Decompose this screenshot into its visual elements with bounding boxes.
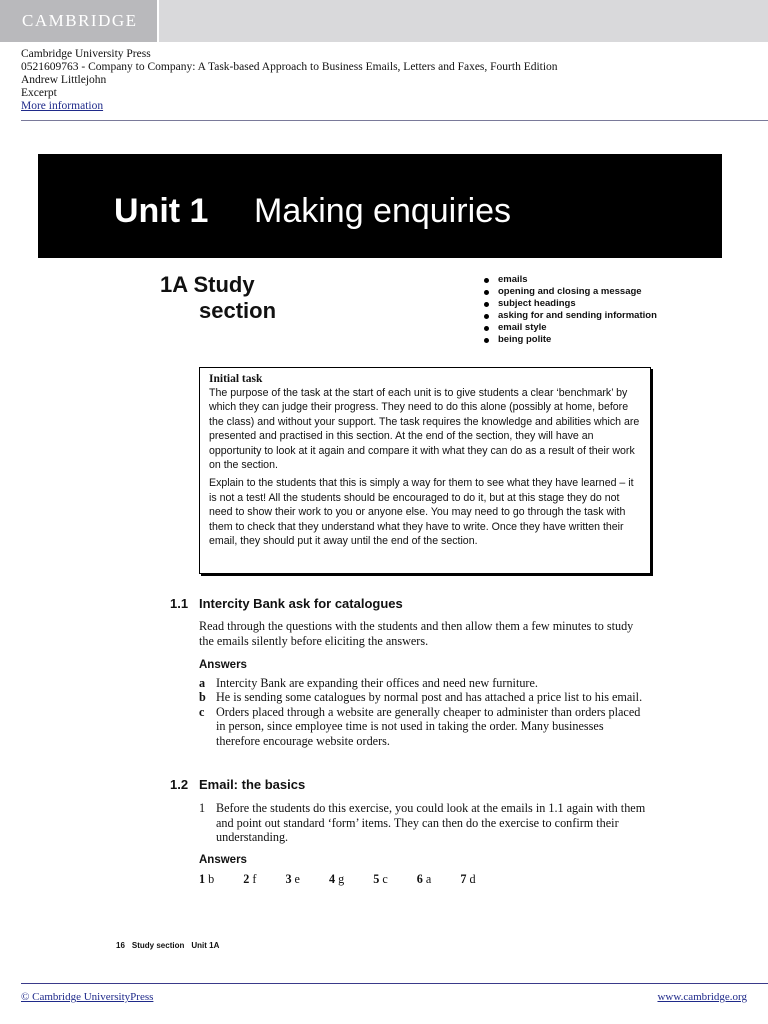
key-item: 3 e xyxy=(285,872,300,886)
exercise-number: 1.1 xyxy=(170,596,189,611)
item-number: 1 xyxy=(199,801,206,815)
item-text: Before the students do this exercise, you could look at the emails in 1.1 again with them and point out standard ‘form’ items. They can then do the exercise to confirm their understanding. xyxy=(216,801,646,844)
answer-text: Orders placed through a website are generally cheaper to administer than orders placed in person, since employee time is not used in taking the order. Many businesses therefore encourage website orders. xyxy=(216,704,641,748)
topic-item: email style xyxy=(484,322,657,334)
exercise-title: Email: the basics xyxy=(199,777,306,792)
initial-task-para: Explain to the students that this is simply a way for them to see what they have learned – it is not a test! All the students should be encouraged to do it, but at this stage they do not need to show their work to you or anyone else. You may need to go through the task with them to check that they understand what they have to write. Once they have written their email, they should put it away until the end of the section. xyxy=(209,477,634,548)
topic-item: emails xyxy=(484,274,657,286)
publisher: Cambridge University Press xyxy=(21,48,151,60)
key-item: 4 g xyxy=(329,872,345,886)
exercise-title: Intercity Bank ask for catalogues xyxy=(199,596,403,611)
folio-section: Study section xyxy=(131,941,185,950)
answers-label: Answers xyxy=(199,854,247,866)
answer-letter: a xyxy=(199,676,206,690)
section-line1: Study xyxy=(193,272,255,297)
key-item: 2 f xyxy=(243,872,257,886)
footer-divider xyxy=(21,983,768,984)
topic-list xyxy=(484,274,657,346)
answer-key xyxy=(199,872,502,887)
page-number: 16 xyxy=(116,941,125,950)
section-heading xyxy=(160,272,360,324)
excerpt-label: Excerpt xyxy=(21,87,57,99)
answer-letter: c xyxy=(199,704,205,719)
answer-item xyxy=(199,690,649,704)
logo-text: CAMBRIDGE xyxy=(22,11,138,30)
cambridge-logo[interactable] xyxy=(0,0,157,42)
answer-text: Intercity Bank are expanding their offices and need new furniture. xyxy=(216,676,538,690)
answer-list xyxy=(199,676,649,748)
more-information-link[interactable]: More information xyxy=(21,100,104,112)
key-item: 5 c xyxy=(373,872,388,886)
exercise-number: 1.2 xyxy=(170,777,189,792)
meta-divider xyxy=(21,120,768,121)
isbn-title: 0521609763 - Company to Company: A Task-based Approach to Business Emails, Letters and Faxes, Fourth Edition xyxy=(21,61,558,73)
topic-item: being polite xyxy=(484,334,657,346)
key-item: 7 d xyxy=(460,872,476,886)
exercise-item xyxy=(199,801,649,845)
page-folio xyxy=(116,941,226,950)
answer-letter: b xyxy=(199,690,206,705)
exercise-heading xyxy=(170,777,305,792)
exercise-heading xyxy=(170,596,403,611)
topic-item: opening and closing a message xyxy=(484,286,657,298)
initial-task-para: The purpose of the task at the start of each unit is to give students a clear ‘benchmark’ by which they can judge their progress. They need to do this alone (possibly at home, before the class) and without your support. The task requires the knowledge and abilities which are presented and practised in this section. At the end of the section, they will have an opportunity to look at it again and compare it with what they can do as a result of their work on the section. xyxy=(209,387,640,472)
section-code: 1A xyxy=(160,272,188,297)
website-link[interactable]: www.cambridge.org xyxy=(657,991,747,1003)
answers-label: Answers xyxy=(199,659,247,671)
top-bar xyxy=(0,0,768,42)
initial-task-box xyxy=(199,367,651,574)
section-line2: section xyxy=(199,298,277,323)
copyright-link[interactable]: © Cambridge UniversityPress xyxy=(21,991,154,1003)
answer-item xyxy=(199,705,649,748)
key-item: 1 b xyxy=(199,872,215,886)
unit-banner xyxy=(38,154,722,258)
logo-divider xyxy=(157,0,159,42)
topic-item: subject headings xyxy=(484,298,657,310)
answer-text: He is sending some catalogues by normal post and has attached a price list to his email. xyxy=(216,690,643,705)
unit-number: Unit 1 xyxy=(114,192,209,230)
topic-item: asking for and sending information xyxy=(484,310,657,322)
answer-item xyxy=(199,676,649,690)
excerpt-meta xyxy=(21,48,558,113)
key-item: 6 a xyxy=(416,872,432,886)
unit-title: Making enquiries xyxy=(254,192,512,230)
initial-task-title: Initial task xyxy=(209,373,263,385)
folio-unit: Unit 1A xyxy=(191,941,220,950)
exercise-body: Read through the questions with the students and then allow them a few minutes to study the emails silently before eliciting the answers. xyxy=(199,619,634,648)
author: Andrew Littlejohn xyxy=(21,74,107,86)
